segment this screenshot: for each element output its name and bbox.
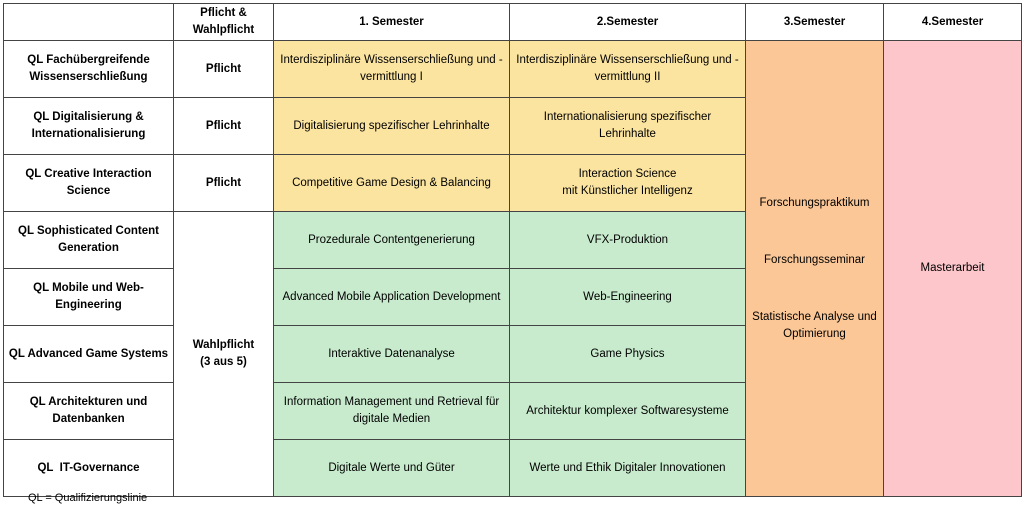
sem1-module: Digitale Werte und Güter xyxy=(274,440,510,497)
ql-name: QL IT-Governance xyxy=(4,440,174,497)
sem2-module: Interdisziplinäre Wissenserschließung und -vermittlung II xyxy=(510,41,746,98)
sem3-item: Forschungspraktikum xyxy=(759,196,870,209)
sem2-module: VFX-Produktion xyxy=(510,212,746,269)
header-sem2: 2.Semester xyxy=(510,4,746,41)
header-sem3: 3.Semester xyxy=(746,4,884,41)
sem1-module: Interdisziplinäre Wissenserschließung und -vermittlung I xyxy=(274,41,510,98)
sem1-module: Digitalisierung spezifischer Lehrinhalte xyxy=(274,98,510,155)
module-type: Pflicht xyxy=(174,98,274,155)
ql-name: QL Sophisticated Content Generation xyxy=(4,212,174,269)
sem3-item: Statistische Analyse und Optimierung xyxy=(752,310,877,340)
sem1-module: Interaktive Datenanalyse xyxy=(274,326,510,383)
header-ql xyxy=(4,4,174,41)
sem2-module: Internationalisierung spezifischer Lehrinhalte xyxy=(510,98,746,155)
table-row xyxy=(4,41,1022,98)
module-type: Pflicht xyxy=(174,155,274,212)
sem2-module: Werte und Ethik Digitaler Innovationen xyxy=(510,440,746,497)
ql-name: QL Digitalisierung & Internationalisierung xyxy=(4,98,174,155)
sem2-module: Game Physics xyxy=(510,326,746,383)
ql-name: QL Architekturen und Datenbanken xyxy=(4,383,174,440)
ql-name: QL Creative Interaction Science xyxy=(4,155,174,212)
sem1-module: Information Management und Retrieval für digitale Medien xyxy=(274,383,510,440)
sem2-module: Web-Engineering xyxy=(510,269,746,326)
sem2-module: Interaction Science mit Künstlicher Intelligenz xyxy=(510,155,746,212)
sem4-cell xyxy=(884,41,1022,497)
header-type: Pflicht & Wahlpflicht xyxy=(174,4,274,41)
ql-name: QL Advanced Game Systems xyxy=(4,326,174,383)
sem1-module: Advanced Mobile Application Development xyxy=(274,269,510,326)
sem3-cell xyxy=(746,41,884,497)
header-row xyxy=(4,4,1022,41)
sem1-module: Prozedurale Contentgenerierung xyxy=(274,212,510,269)
ql-name: QL Fachübergreifende Wissenserschließung xyxy=(4,41,174,98)
ql-name: QL Mobile und Web-Engineering xyxy=(4,269,174,326)
curriculum-table xyxy=(3,3,1022,497)
sem4-item: Masterarbeit xyxy=(920,262,985,274)
sem2-module: Architektur komplexer Softwaresysteme xyxy=(510,383,746,440)
module-type-wahlpflicht: Wahlpflicht (3 aus 5) xyxy=(174,212,274,497)
sem1-module: Competitive Game Design & Balancing xyxy=(274,155,510,212)
footnote: QL = Qualifizierungslinie xyxy=(28,492,148,504)
module-type: Pflicht xyxy=(174,41,274,98)
header-sem1: 1. Semester xyxy=(274,4,510,41)
sem3-item: Forschungsseminar xyxy=(764,253,865,266)
header-sem4: 4.Semester xyxy=(884,4,1022,41)
